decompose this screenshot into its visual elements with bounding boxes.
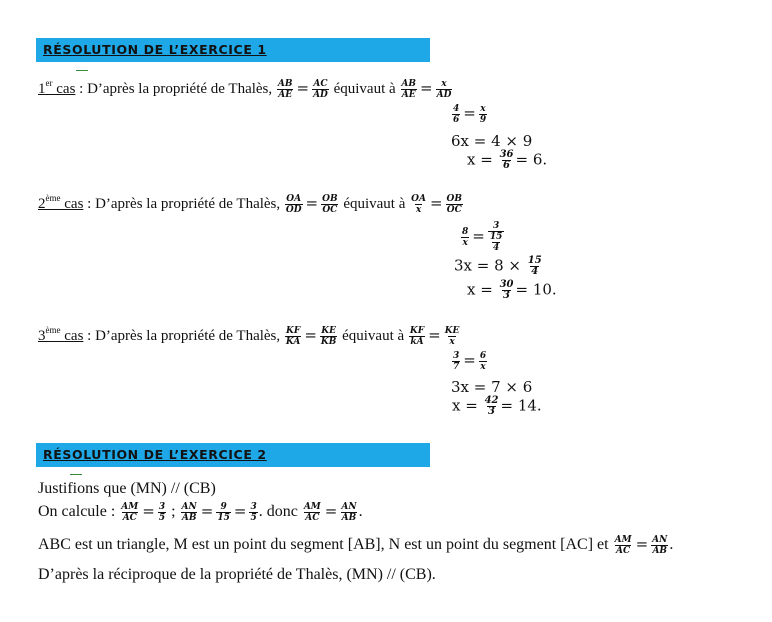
fraction: $\frac{AC}{AD}$	[313, 79, 328, 101]
exercise-1-banner	[36, 38, 430, 62]
fraction: $\frac{x}{AD}$	[436, 79, 452, 101]
ex2-line-1: Justifions que (MN) // (CB)	[38, 480, 216, 497]
case-1-step-3: x = $\frac{36}{6}$ = 6.	[467, 149, 548, 171]
case-2-step-1: $\frac{8}{x}$ = $\frac{3}{\frac{15}{4}}$	[462, 221, 503, 253]
ex2-line-3: ABC est un triangle, M est un point du segment [AB], N est un point du segment [AC] et $\frac{AM}{AC}$ = $\frac{AN}{AB}$ .	[38, 535, 674, 556]
fraction: $\frac{AB}{AE}$	[401, 79, 417, 101]
case-2-label: 2ème cas	[38, 193, 84, 212]
exercise-2-title: RÉSOLUTION DE L’EXERCICE 2	[43, 447, 267, 462]
case-3-step-3: x = $\frac{42}{3}$ = 14.	[452, 395, 542, 417]
exercise-1-title: RÉSOLUTION DE L’EXERCICE 1	[43, 42, 267, 57]
case-3-statement: 3ème cas : D’après la propriété de Thalès, $\frac{KF}{KA}$ = $\frac{KE}{KB}$ équivaut à $\frac{KF}{kA}$ = $\frac{KE}{x}$	[38, 325, 460, 348]
case-3-step-2: 3x = 7 × 6	[451, 378, 533, 396]
case-1-label: 1er cas	[38, 78, 76, 97]
decorative-tick	[70, 474, 82, 475]
case-2-step-2: 3x = 8 × $\frac{15}{4}$	[454, 255, 542, 277]
case-1-step-2: 6x = 4 × 9	[451, 132, 533, 150]
ex2-line-2: On calcule : $\frac{AM}{AC}$ = $\frac{3}{5}$ ; $\frac{AN}{AB}$ = $\frac{9}{15}$ = $\frac{3}{5}$ . donc $\frac{AM}{AC}$ = $\frac{AN}{AB}$ .	[38, 502, 363, 523]
ex2-line-4: D’après la réciproque de la propriété de Thalès, (MN) // (CB).	[38, 566, 436, 583]
fraction: $\frac{AB}{AE}$	[277, 79, 293, 101]
case-1-statement: 1er cas : D’après la propriété de Thalès, $\frac{AB}{AE}$ = $\frac{AC}{AD}$ équivaut à $\frac{AB}{AE}$ = $\frac{x}{AD}$	[38, 78, 452, 101]
case-1-step-1: $\frac{4}{6}$ = $\frac{x}{9}$	[453, 104, 487, 125]
case-2-statement: 2ème cas : D’après la propriété de Thalès, $\frac{OA}{OD}$ = $\frac{OB}{OC}$ équivaut à $\frac{OA}{x}$ = $\frac{OB}{OC}$	[38, 193, 462, 216]
exercise-2-banner	[36, 443, 430, 467]
case-3-step-1: $\frac{3}{7}$ = $\frac{6}{x}$	[453, 351, 487, 372]
case-2-step-3: x = $\frac{30}{3}$ = 10.	[467, 279, 557, 301]
case-3-label: 3ème cas	[38, 325, 84, 344]
decorative-tick	[76, 70, 88, 71]
